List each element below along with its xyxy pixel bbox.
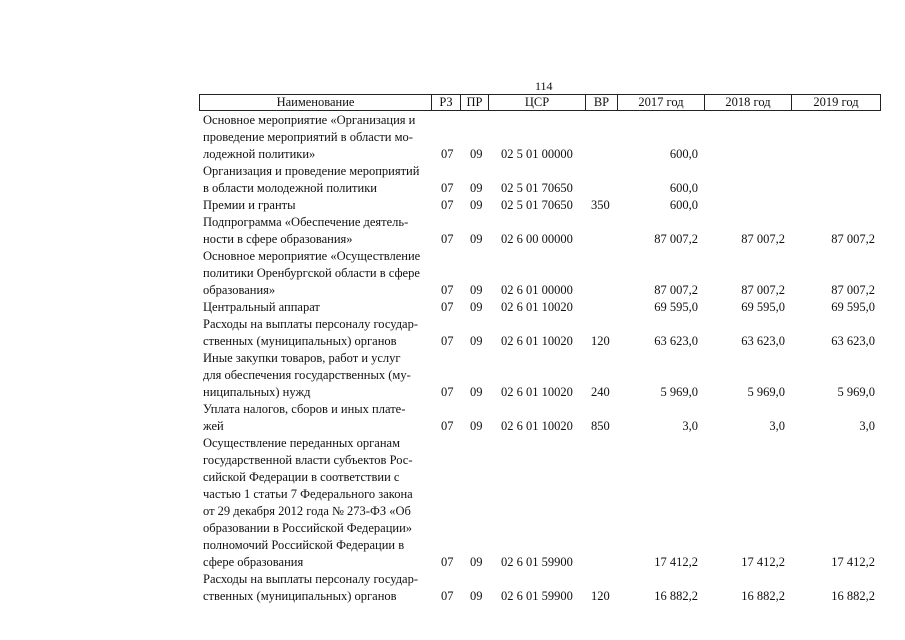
cell-csr: 02 5 01 00000	[501, 147, 573, 161]
cell-2019: 69 595,0	[831, 300, 875, 314]
cell-2018: 5 969,0	[747, 385, 785, 399]
cell-rz: 07	[441, 147, 454, 161]
cell-rz: 07	[441, 334, 454, 348]
column-header-vr: ВР	[586, 95, 618, 110]
cell-rz: 07	[441, 198, 454, 212]
cell-pr: 09	[470, 232, 483, 246]
cell-2017: 3,0	[682, 419, 698, 433]
cell-pr: 09	[470, 334, 483, 348]
cell-2017: 600,0	[669, 198, 698, 212]
table-row	[199, 316, 881, 350]
cell-rz: 07	[441, 300, 454, 314]
cell-2018: 87 007,2	[741, 232, 785, 246]
cell-name: Расходы на выплаты персоналу государ- ственных (муниципальных) органов	[203, 572, 419, 603]
cell-csr: 02 5 01 70650	[501, 181, 573, 195]
column-header-name: Наименование	[200, 95, 432, 110]
cell-rz: 07	[441, 419, 454, 433]
cell-csr: 02 6 01 10020	[501, 385, 573, 399]
cell-2019: 87 007,2	[831, 232, 875, 246]
table-row	[199, 299, 881, 316]
cell-csr: 02 6 01 00000	[501, 283, 573, 297]
column-header-rz: РЗ	[432, 95, 461, 110]
table-row	[199, 248, 881, 299]
cell-name: Уплата налогов, сборов и иных плате- жей	[203, 402, 406, 433]
cell-2017: 63 623,0	[654, 334, 698, 348]
cell-pr: 09	[470, 589, 483, 603]
cell-csr: 02 5 01 70650	[501, 198, 573, 212]
cell-pr: 09	[470, 198, 483, 212]
cell-2019: 5 969,0	[837, 385, 875, 399]
cell-2019: 3,0	[859, 419, 875, 433]
cell-2017: 16 882,2	[654, 589, 698, 603]
cell-name: Основное мероприятие «Организация и проведение мероприятий в области мо- лодежной политики»	[203, 113, 416, 161]
column-header-2018: 2018 год	[705, 95, 792, 110]
cell-pr: 09	[470, 283, 483, 297]
cell-vr: 120	[591, 589, 610, 603]
table-header	[199, 94, 881, 111]
cell-csr: 02 6 00 00000	[501, 232, 573, 246]
table-row	[199, 163, 881, 197]
table-row	[199, 197, 881, 214]
cell-2019: 16 882,2	[831, 589, 875, 603]
cell-name: Основное мероприятие «Осуществление политики Оренбургской области в сфере образования»	[203, 249, 421, 297]
cell-2018: 3,0	[769, 419, 785, 433]
cell-name: Иные закупки товаров, работ и услуг для обеспечения государственных (му- ниципальных) нужд	[203, 351, 411, 399]
cell-rz: 07	[441, 589, 454, 603]
cell-name: Осуществление переданных органам государственной власти субъектов Рос- сийской Федерации в соответствии с частью 1 статьи 7 Федерального закона от 29 декабря 2012 года № 273-ФЗ «Об образовании в Российской Федерации» полномочий Российской Федерации в сфере образования	[203, 436, 413, 569]
cell-name: Расходы на выплаты персоналу государ- ственных (муниципальных) органов	[203, 317, 419, 348]
cell-rz: 07	[441, 232, 454, 246]
cell-vr: 850	[591, 419, 610, 433]
cell-2017: 87 007,2	[654, 283, 698, 297]
cell-pr: 09	[470, 385, 483, 399]
cell-rz: 07	[441, 181, 454, 195]
table-row	[199, 401, 881, 435]
cell-name: Организация и проведение мероприятий в области молодежной политики	[203, 164, 420, 195]
cell-csr: 02 6 01 10020	[501, 334, 573, 348]
cell-csr: 02 6 01 10020	[501, 300, 573, 314]
table-row	[199, 214, 881, 248]
cell-csr: 02 6 01 59900	[501, 555, 573, 569]
cell-vr: 350	[591, 198, 610, 212]
cell-rz: 07	[441, 385, 454, 399]
cell-vr: 120	[591, 334, 610, 348]
cell-2017: 87 007,2	[654, 232, 698, 246]
cell-2018: 17 412,2	[741, 555, 785, 569]
cell-vr: 240	[591, 385, 610, 399]
column-header-2017: 2017 год	[618, 95, 705, 110]
table-row	[199, 350, 881, 401]
table-row	[199, 112, 881, 163]
cell-2018: 87 007,2	[741, 283, 785, 297]
cell-2018: 63 623,0	[741, 334, 785, 348]
cell-rz: 07	[441, 555, 454, 569]
cell-2018: 16 882,2	[741, 589, 785, 603]
column-header-csr: ЦСР	[489, 95, 586, 110]
column-header-pr: ПР	[461, 95, 489, 110]
cell-pr: 09	[470, 300, 483, 314]
table-body	[199, 112, 881, 605]
page-number: 114	[535, 79, 553, 93]
cell-2019: 87 007,2	[831, 283, 875, 297]
cell-2017: 600,0	[669, 181, 698, 195]
cell-pr: 09	[470, 555, 483, 569]
cell-pr: 09	[470, 419, 483, 433]
cell-2017: 600,0	[669, 147, 698, 161]
cell-2017: 5 969,0	[660, 385, 698, 399]
cell-name: Премии и гранты	[203, 198, 296, 212]
cell-2017: 69 595,0	[654, 300, 698, 314]
cell-2017: 17 412,2	[654, 555, 698, 569]
table-row	[199, 571, 881, 605]
column-header-2019: 2019 год	[813, 95, 859, 109]
cell-csr: 02 6 01 10020	[501, 419, 573, 433]
cell-2018: 69 595,0	[741, 300, 785, 314]
cell-pr: 09	[470, 147, 483, 161]
cell-name: Подпрограмма «Обеспечение деятель- ности в сфере образования»	[203, 215, 409, 246]
table-row	[199, 435, 881, 571]
cell-2019: 63 623,0	[831, 334, 875, 348]
cell-csr: 02 6 01 59900	[501, 589, 573, 603]
cell-name: Центральный аппарат	[203, 300, 320, 314]
cell-rz: 07	[441, 283, 454, 297]
cell-pr: 09	[470, 181, 483, 195]
cell-2019: 17 412,2	[831, 555, 875, 569]
